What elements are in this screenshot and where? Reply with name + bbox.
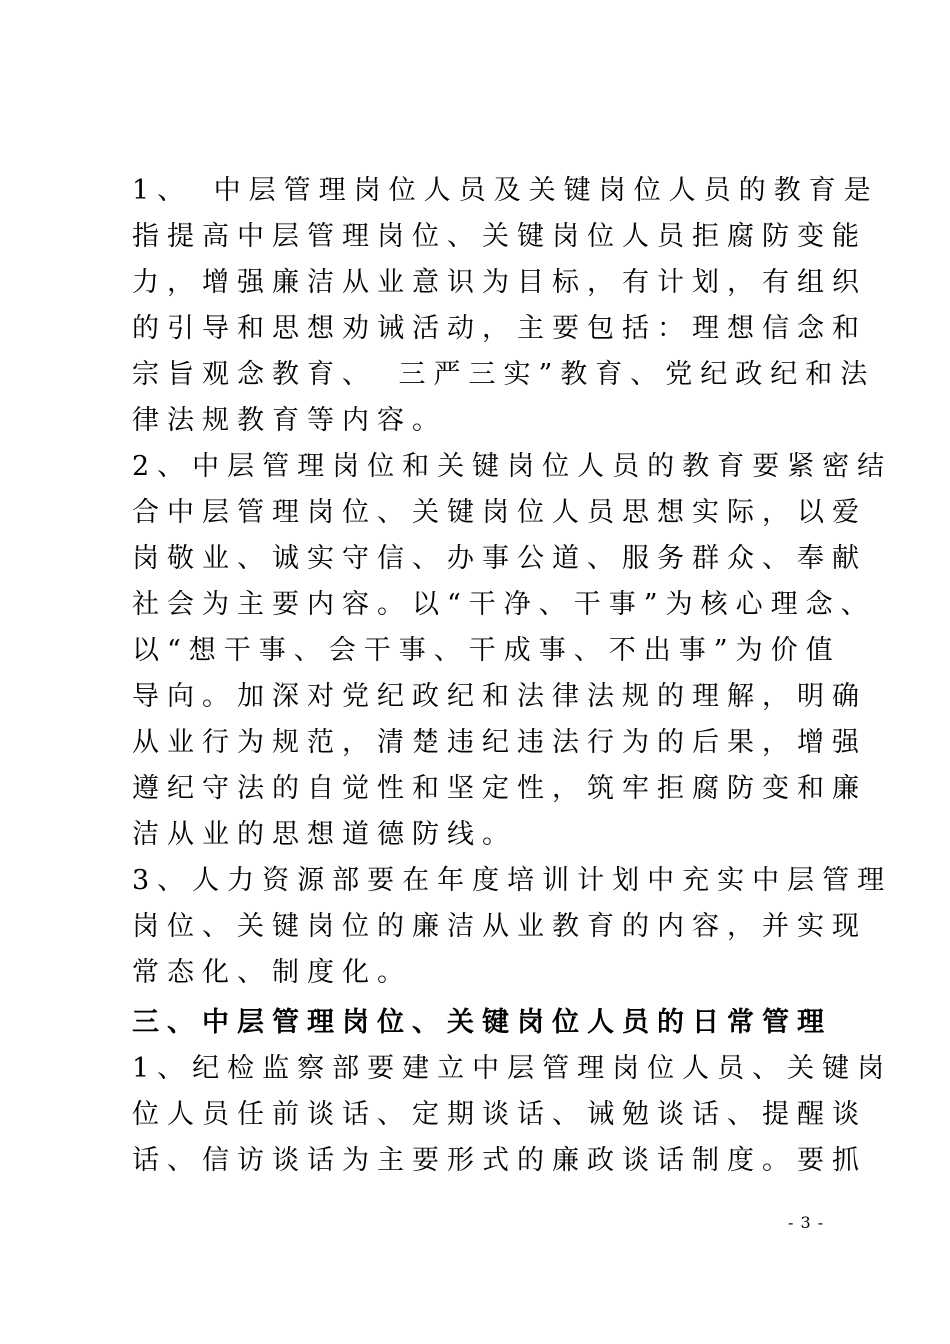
item1-line-4: 的引导和思想劝诫活动，主要包括：理想信念和 (132, 313, 867, 344)
item2-line-2: 合中层管理岗位、关键岗位人员思想实际，以爱 (132, 497, 867, 528)
item1-line-3: 力，增强廉洁从业意识为目标，有计划，有组织 (132, 267, 867, 298)
item3-line-3: 常态化、制度化。 (132, 957, 412, 988)
item2-line-7: 从业行为规范，清楚违纪违法行为的后果，增强 (132, 727, 867, 758)
item2-line-6: 导向。加深对党纪政纪和法律法规的理解，明确 (132, 681, 867, 712)
item1-line-6: 律法规教育等内容。 (132, 405, 447, 436)
item2-line-9: 洁从业的思想道德防线。 (132, 819, 517, 850)
item1-line-2: 指提高中层管理岗位、关键岗位人员拒腐防变能 (132, 221, 867, 252)
section3-item1-line-3: 话、信访谈话为主要形式的廉政谈话制度。要抓 (132, 1145, 867, 1176)
item2-line-4: 社会为主要内容。以“干净、干事”为核心理念、 (132, 589, 876, 620)
page-number: - 3 - (788, 1213, 825, 1232)
item3-line-1: 3、人力资源部要在年度培训计划中充实中层管理 (132, 865, 893, 896)
item3-line-2: 岗位、关键岗位的廉洁从业教育的内容，并实现 (132, 911, 867, 942)
section3-item1-line-2: 位人员任前谈话、定期谈话、诫勉谈话、提醒谈 (132, 1099, 867, 1130)
section3-item1-line-1: 1、纪检监察部要建立中层管理岗位人员、关键岗 (132, 1053, 893, 1084)
section3-heading: 三、中层管理岗位、关键岗位人员的日常管理 (132, 1007, 832, 1038)
item2-line-3: 岗敬业、诚实守信、办事公道、服务群众、奉献 (132, 543, 867, 574)
item2-line-1: 2、中层管理岗位和关键岗位人员的教育要紧密结 (132, 451, 893, 482)
item1-line-5: 宗旨观念教育、 三严三实”教育、党纪政纪和法 (132, 359, 876, 390)
item2-line-5: 以“想干事、会干事、干成事、不出事”为价值 (132, 635, 841, 666)
item1-line-1: 1、 中层管理岗位人员及关键岗位人员的教育是 (132, 175, 879, 206)
item2-line-8: 遵纪守法的自觉性和坚定性，筑牢拒腐防变和廉 (132, 773, 867, 804)
